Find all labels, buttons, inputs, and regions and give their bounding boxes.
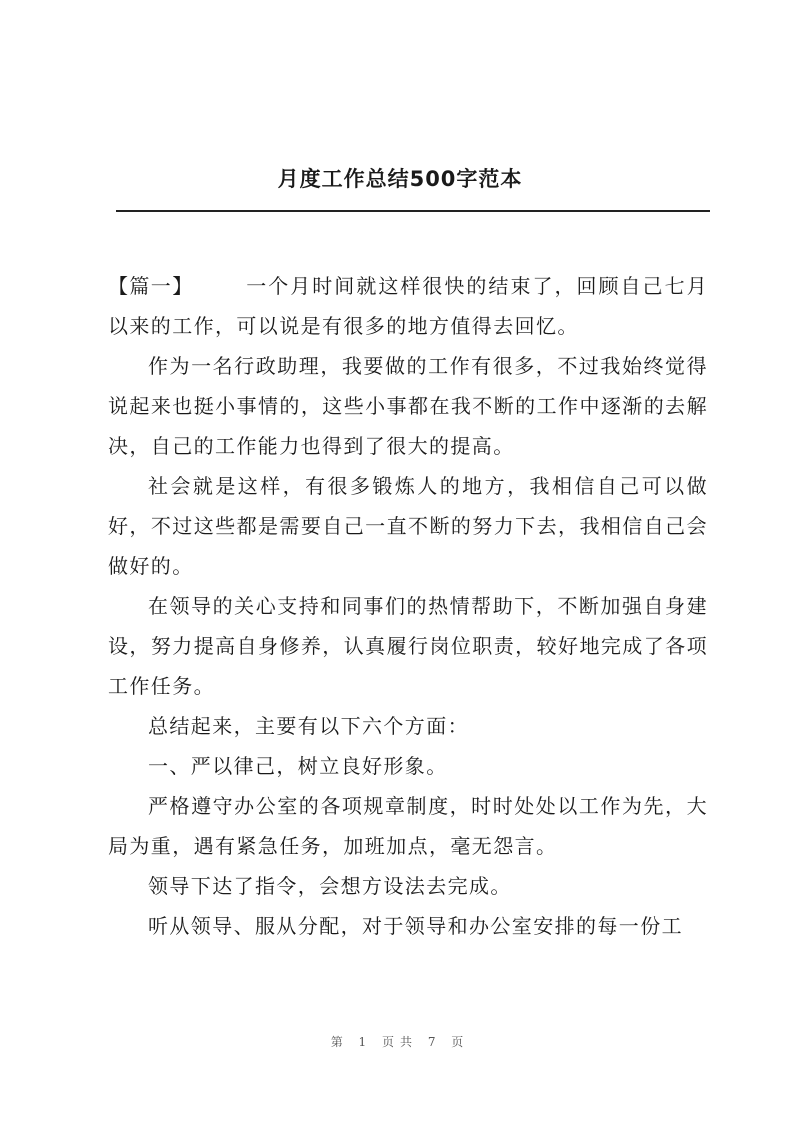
paragraph-2: 作为一名行政助理，我要做的工作有很多，不过我始终觉得说起来也挺小事情的，这些小事都在我不断的工作中逐渐的去解决，自己的工作能力也得到了很大的提高。	[108, 354, 708, 458]
page-number: 第 1 页共 7 页	[330, 1035, 470, 1049]
section-label: 【篇一】	[108, 274, 194, 298]
paragraph-1-text: 一个月时间就这样很快的结束了，回顾自己七月以来的工作，可以说是有很多的地方值得去回忆。	[108, 274, 708, 338]
paragraph-8: 领导下达了指令，会想方设法去完成。	[148, 874, 512, 898]
page-title: 月度工作总结500字范本	[277, 167, 523, 191]
paragraph-6: 一、严以律己，树立良好形象。	[148, 754, 448, 778]
title-divider	[116, 210, 710, 212]
paragraph-3: 社会就是这样，有很多锻炼人的地方，我相信自己可以做好，不过这些都是需要自己一直不断的努力下去，我相信自己会做好的。	[108, 474, 708, 578]
paragraph-4: 在领导的关心支持和同事们的热情帮助下，不断加强自身建设，努力提高自身修养，认真履行岗位职责，较好地完成了各项工作任务。	[108, 594, 708, 698]
paragraph-7: 严格遵守办公室的各项规章制度，时时处处以工作为先，大局为重，遇有紧急任务，加班加点，毫无怨言。	[108, 794, 708, 858]
paragraph-5: 总结起来，主要有以下六个方面：	[148, 714, 469, 738]
paragraph-1	[108, 266, 708, 346]
document-body	[108, 266, 708, 946]
paragraph-9: 听从领导、服从分配，对于领导和办公室安排的每一份工	[148, 914, 683, 938]
